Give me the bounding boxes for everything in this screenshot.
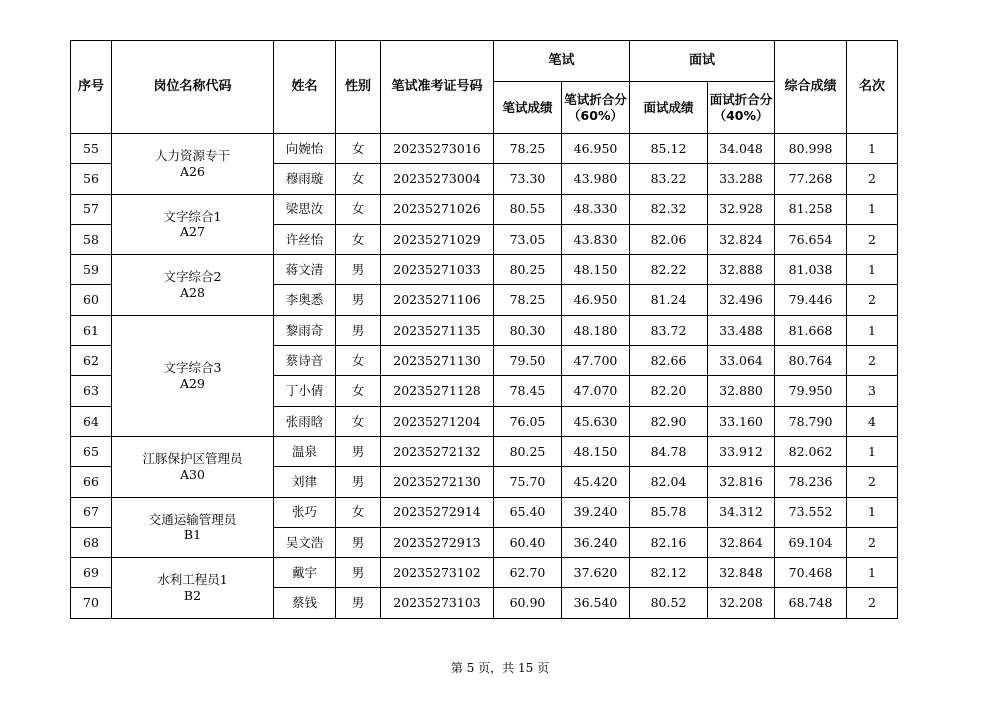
cell-interview-score: 82.66 — [630, 346, 708, 376]
cell-ticket: 20235271128 — [381, 376, 494, 406]
cell-written-weighted: 37.620 — [562, 558, 630, 588]
header-written-group: 笔试 — [494, 41, 630, 82]
cell-total: 69.104 — [775, 527, 847, 557]
cell-written-score: 80.25 — [494, 255, 562, 285]
cell-position — [112, 134, 274, 195]
cell-total: 79.950 — [775, 376, 847, 406]
cell-name: 蔡钱 — [274, 588, 336, 618]
cell-ticket: 20235272914 — [381, 497, 494, 527]
table-row — [71, 436, 898, 466]
cell-ticket: 20235272132 — [381, 436, 494, 466]
position-code: A28 — [180, 284, 205, 300]
cell-seq: 65 — [71, 436, 112, 466]
cell-interview-score: 81.24 — [630, 285, 708, 315]
cell-interview-score: 82.16 — [630, 527, 708, 557]
cell-written-score: 78.25 — [494, 134, 562, 164]
cell-rank: 1 — [847, 315, 898, 345]
cell-ticket: 20235271130 — [381, 346, 494, 376]
cell-gender: 男 — [336, 558, 381, 588]
cell-name: 向婉怡 — [274, 134, 336, 164]
cell-name: 张雨晗 — [274, 406, 336, 436]
cell-seq: 67 — [71, 497, 112, 527]
cell-gender: 女 — [336, 406, 381, 436]
header-interview-weighted: 面试折合分（40%） — [708, 82, 775, 134]
cell-interview-weighted: 32.848 — [708, 558, 775, 588]
header-interview-score: 面试成绩 — [630, 82, 708, 134]
cell-ticket: 20235271106 — [381, 285, 494, 315]
cell-interview-weighted: 32.208 — [708, 588, 775, 618]
cell-written-weighted: 45.420 — [562, 467, 630, 497]
cell-ticket: 20235272130 — [381, 467, 494, 497]
cell-gender: 女 — [336, 194, 381, 224]
table-row — [71, 497, 898, 527]
cell-interview-score: 85.78 — [630, 497, 708, 527]
cell-gender: 女 — [336, 164, 381, 194]
cell-interview-score: 82.12 — [630, 558, 708, 588]
cell-interview-score: 82.22 — [630, 255, 708, 285]
cell-interview-score: 83.72 — [630, 315, 708, 345]
cell-interview-weighted: 33.912 — [708, 436, 775, 466]
cell-name: 穆雨璇 — [274, 164, 336, 194]
cell-interview-score: 84.78 — [630, 436, 708, 466]
cell-seq: 69 — [71, 558, 112, 588]
cell-written-score: 78.25 — [494, 285, 562, 315]
cell-written-weighted: 36.540 — [562, 588, 630, 618]
cell-gender: 男 — [336, 588, 381, 618]
cell-written-weighted: 47.700 — [562, 346, 630, 376]
cell-gender: 男 — [336, 527, 381, 557]
cell-rank: 2 — [847, 527, 898, 557]
cell-name: 许丝怡 — [274, 224, 336, 254]
cell-seq: 58 — [71, 224, 112, 254]
cell-written-weighted: 45.630 — [562, 406, 630, 436]
cell-interview-weighted: 33.064 — [708, 346, 775, 376]
cell-written-score: 80.30 — [494, 315, 562, 345]
position-name: 人力资源专干 — [154, 148, 230, 164]
cell-interview-score: 82.04 — [630, 467, 708, 497]
header-gender: 性别 — [336, 41, 381, 134]
cell-rank: 2 — [847, 164, 898, 194]
cell-interview-score: 82.32 — [630, 194, 708, 224]
header-position: 岗位名称代码 — [112, 41, 274, 134]
cell-written-score: 80.55 — [494, 194, 562, 224]
cell-ticket: 20235271029 — [381, 224, 494, 254]
cell-interview-weighted: 34.048 — [708, 134, 775, 164]
cell-written-weighted: 48.330 — [562, 194, 630, 224]
table-row — [71, 315, 898, 345]
cell-gender: 女 — [336, 376, 381, 406]
cell-rank: 1 — [847, 134, 898, 164]
cell-rank: 2 — [847, 224, 898, 254]
cell-ticket: 20235273004 — [381, 164, 494, 194]
cell-rank: 2 — [847, 285, 898, 315]
cell-seq: 63 — [71, 376, 112, 406]
cell-total: 70.468 — [775, 558, 847, 588]
cell-ticket: 20235273103 — [381, 588, 494, 618]
cell-interview-weighted: 33.488 — [708, 315, 775, 345]
cell-written-score: 65.40 — [494, 497, 562, 527]
cell-written-weighted: 48.150 — [562, 436, 630, 466]
cell-seq: 62 — [71, 346, 112, 376]
cell-name: 黎雨奇 — [274, 315, 336, 345]
cell-name: 刘律 — [274, 467, 336, 497]
cell-position — [112, 436, 274, 497]
position-code: A27 — [180, 224, 205, 240]
cell-written-score: 62.70 — [494, 558, 562, 588]
cell-total: 73.552 — [775, 497, 847, 527]
cell-seq: 55 — [71, 134, 112, 164]
header-written-weighted: 笔试折合分（60%） — [562, 82, 630, 134]
cell-written-score: 73.05 — [494, 224, 562, 254]
cell-seq: 59 — [71, 255, 112, 285]
header-rank: 名次 — [847, 41, 898, 134]
header-ticket: 笔试准考证号码 — [381, 41, 494, 134]
cell-interview-weighted: 33.160 — [708, 406, 775, 436]
cell-seq: 56 — [71, 164, 112, 194]
cell-seq: 61 — [71, 315, 112, 345]
table-row — [71, 255, 898, 285]
cell-ticket: 20235273102 — [381, 558, 494, 588]
cell-written-score: 75.70 — [494, 467, 562, 497]
cell-ticket: 20235273016 — [381, 134, 494, 164]
cell-position — [112, 194, 274, 255]
cell-interview-score: 80.52 — [630, 588, 708, 618]
cell-position — [112, 255, 274, 316]
cell-rank: 2 — [847, 467, 898, 497]
position-code: B1 — [183, 527, 202, 543]
cell-ticket: 20235271135 — [381, 315, 494, 345]
cell-gender: 男 — [336, 315, 381, 345]
cell-rank: 2 — [847, 588, 898, 618]
cell-rank: 3 — [847, 376, 898, 406]
cell-written-weighted: 48.150 — [562, 255, 630, 285]
cell-interview-weighted: 32.496 — [708, 285, 775, 315]
cell-written-weighted: 46.950 — [562, 134, 630, 164]
cell-interview-weighted: 32.824 — [708, 224, 775, 254]
cell-seq: 57 — [71, 194, 112, 224]
cell-gender: 女 — [336, 224, 381, 254]
cell-position — [112, 315, 274, 436]
cell-total: 76.654 — [775, 224, 847, 254]
cell-name: 丁小倩 — [274, 376, 336, 406]
table-body — [71, 134, 898, 619]
cell-rank: 1 — [847, 497, 898, 527]
cell-seq: 66 — [71, 467, 112, 497]
score-table — [70, 40, 898, 619]
cell-written-weighted: 43.830 — [562, 224, 630, 254]
table-row — [71, 134, 898, 164]
cell-name: 吴文浩 — [274, 527, 336, 557]
cell-total: 80.998 — [775, 134, 847, 164]
cell-rank: 1 — [847, 558, 898, 588]
cell-interview-score: 85.12 — [630, 134, 708, 164]
cell-position — [112, 497, 274, 558]
header-written-score: 笔试成绩 — [494, 82, 562, 134]
position-name: 文字综合2 — [163, 269, 222, 285]
position-code: A30 — [180, 466, 205, 482]
cell-name: 戴宇 — [274, 558, 336, 588]
cell-interview-weighted: 34.312 — [708, 497, 775, 527]
cell-interview-weighted: 32.928 — [708, 194, 775, 224]
cell-written-weighted: 47.070 — [562, 376, 630, 406]
position-name: 文字综合3 — [163, 360, 222, 376]
cell-name: 蒋文清 — [274, 255, 336, 285]
table-row — [71, 558, 898, 588]
cell-rank: 1 — [847, 436, 898, 466]
cell-total: 78.790 — [775, 406, 847, 436]
cell-written-score: 73.30 — [494, 164, 562, 194]
cell-written-score: 80.25 — [494, 436, 562, 466]
cell-seq: 70 — [71, 588, 112, 618]
cell-interview-score: 82.06 — [630, 224, 708, 254]
cell-written-weighted: 48.180 — [562, 315, 630, 345]
cell-ticket: 20235271204 — [381, 406, 494, 436]
cell-total: 77.268 — [775, 164, 847, 194]
cell-written-score: 79.50 — [494, 346, 562, 376]
cell-ticket: 20235271026 — [381, 194, 494, 224]
cell-rank: 1 — [847, 255, 898, 285]
position-code: A29 — [180, 375, 205, 391]
cell-interview-score: 83.22 — [630, 164, 708, 194]
position-code: A26 — [180, 163, 205, 179]
cell-total: 78.236 — [775, 467, 847, 497]
cell-gender: 女 — [336, 497, 381, 527]
cell-interview-weighted: 32.864 — [708, 527, 775, 557]
position-name: 水利工程员1 — [157, 572, 228, 588]
cell-written-weighted: 46.950 — [562, 285, 630, 315]
position-name: 文字综合1 — [163, 208, 222, 224]
cell-seq: 60 — [71, 285, 112, 315]
cell-gender: 女 — [336, 134, 381, 164]
cell-interview-weighted: 32.816 — [708, 467, 775, 497]
cell-total: 81.038 — [775, 255, 847, 285]
cell-written-weighted: 39.240 — [562, 497, 630, 527]
cell-gender: 女 — [336, 346, 381, 376]
position-name: 交通运输管理员 — [148, 511, 237, 527]
cell-total: 82.062 — [775, 436, 847, 466]
cell-written-weighted: 43.980 — [562, 164, 630, 194]
cell-name: 蔡诗音 — [274, 346, 336, 376]
cell-rank: 4 — [847, 406, 898, 436]
header-name: 姓名 — [274, 41, 336, 134]
cell-total: 79.446 — [775, 285, 847, 315]
cell-gender: 男 — [336, 436, 381, 466]
cell-rank: 1 — [847, 194, 898, 224]
page-footer: 第 5 页，共 15 页 — [450, 661, 550, 675]
header-total: 综合成绩 — [775, 41, 847, 134]
header-interview-group: 面试 — [630, 41, 775, 82]
cell-total: 80.764 — [775, 346, 847, 376]
cell-gender: 男 — [336, 467, 381, 497]
cell-name: 梁思汝 — [274, 194, 336, 224]
cell-total: 68.748 — [775, 588, 847, 618]
cell-written-score: 60.90 — [494, 588, 562, 618]
cell-rank: 2 — [847, 346, 898, 376]
cell-seq: 64 — [71, 406, 112, 436]
cell-written-score: 78.45 — [494, 376, 562, 406]
cell-interview-weighted: 32.880 — [708, 376, 775, 406]
cell-ticket: 20235272913 — [381, 527, 494, 557]
cell-seq: 68 — [71, 527, 112, 557]
cell-ticket: 20235271033 — [381, 255, 494, 285]
cell-position — [112, 558, 274, 619]
cell-name: 李奥悉 — [274, 285, 336, 315]
header-seq: 序号 — [71, 41, 112, 134]
cell-total: 81.668 — [775, 315, 847, 345]
cell-name: 张巧 — [274, 497, 336, 527]
table-row — [71, 194, 898, 224]
cell-written-score: 60.40 — [494, 527, 562, 557]
cell-interview-score: 82.90 — [630, 406, 708, 436]
cell-written-weighted: 36.240 — [562, 527, 630, 557]
cell-gender: 男 — [336, 255, 381, 285]
cell-interview-score: 82.20 — [630, 376, 708, 406]
cell-written-score: 76.05 — [494, 406, 562, 436]
cell-total: 81.258 — [775, 194, 847, 224]
position-name: 江豚保护区管理员 — [142, 451, 243, 467]
cell-name: 温泉 — [274, 436, 336, 466]
cell-gender: 男 — [336, 285, 381, 315]
cell-interview-weighted: 33.288 — [708, 164, 775, 194]
cell-interview-weighted: 32.888 — [708, 255, 775, 285]
position-code: B2 — [183, 587, 202, 603]
